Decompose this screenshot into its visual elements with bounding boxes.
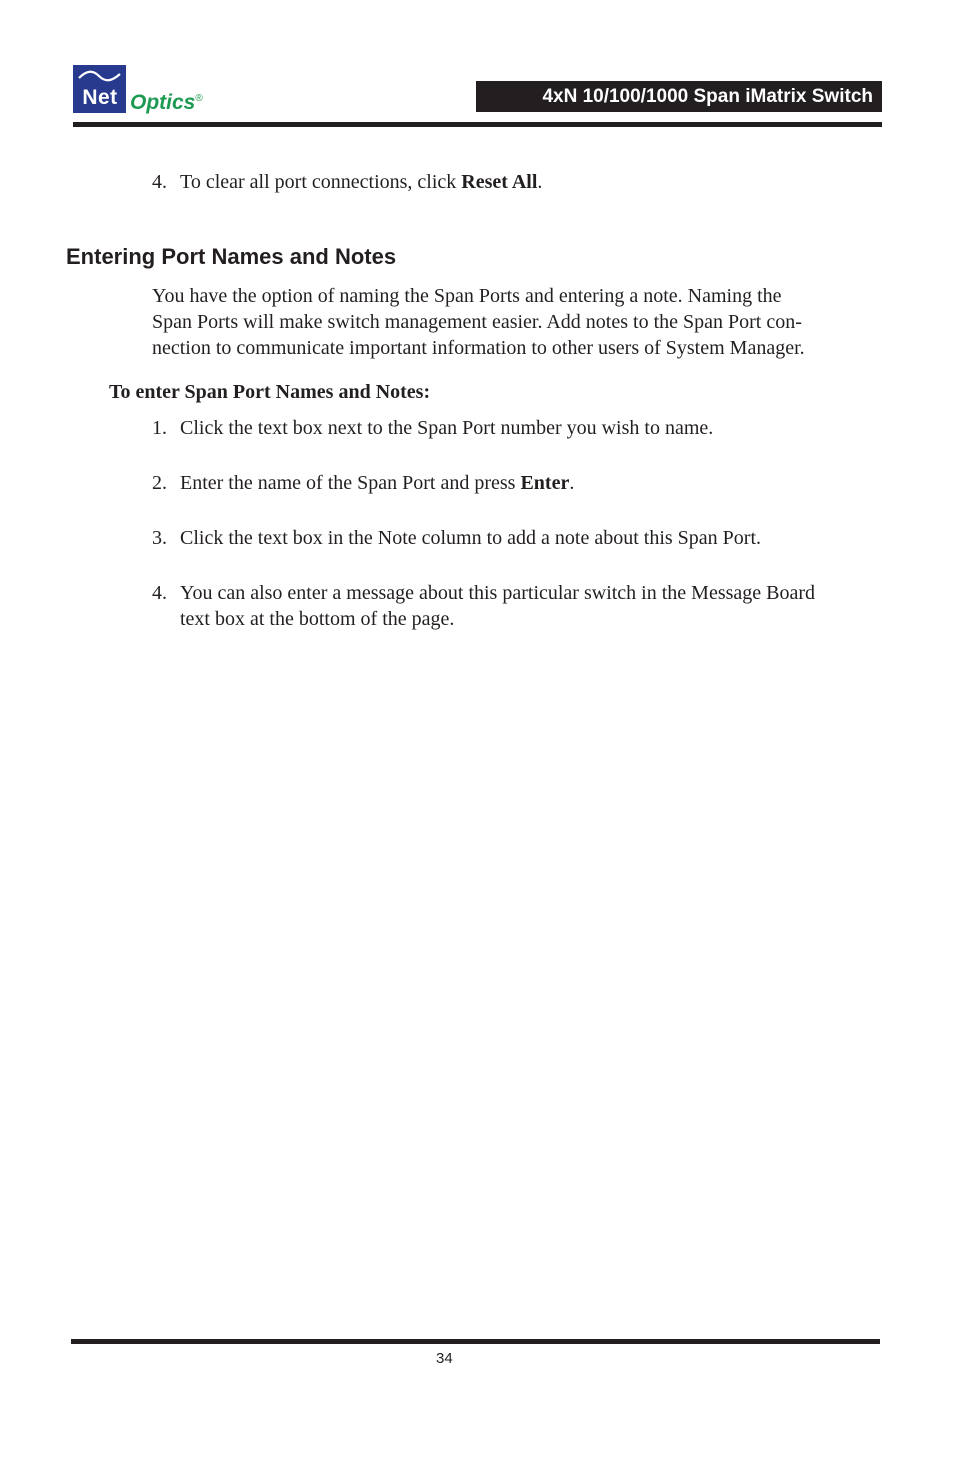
registered-mark: ® <box>195 93 203 104</box>
paragraph-line: You have the option of naming the Span Ports and entering a note. Naming the <box>152 285 782 307</box>
step-number: 1. <box>152 417 167 439</box>
step-number: 4. <box>152 171 167 193</box>
enter-key-label: Enter <box>520 472 570 494</box>
step-text: To clear all port connections, click Reset All. <box>180 171 543 193</box>
procedure-subheading: To enter Span Port Names and Notes: <box>109 381 431 403</box>
step-number: 4. <box>152 582 167 604</box>
step-text: You can also enter a message about this particular switch in the Message Board text box at the bottom of the page. <box>180 582 816 630</box>
document-title: 4xN 10/100/1000 Span iMatrix Switch <box>476 81 882 112</box>
step-text: Click the text box in the Note column to add a note about this Span Port. <box>180 527 762 549</box>
step-text: Enter the name of the Span Port and press Enter. <box>180 472 575 494</box>
step-number: 2. <box>152 472 167 494</box>
reset-all-label: Reset All <box>461 171 538 193</box>
section-heading: Entering Port Names and Notes <box>66 244 397 269</box>
paragraph-line: nection to communicate important information to other users of System Manager. <box>152 337 805 359</box>
logo-badge <box>73 65 126 113</box>
section-paragraph <box>152 283 867 361</box>
net-optics-logo <box>73 65 233 113</box>
step-number: 3. <box>152 527 167 549</box>
logo-net-text: Net <box>82 86 118 109</box>
footer-divider <box>71 1339 880 1344</box>
paragraph-line: Span Ports will make switch management easier. Add notes to the Span Port con- <box>152 311 802 333</box>
header-divider <box>73 122 882 127</box>
wave-icon <box>77 69 122 83</box>
logo-optics-text: Optics® <box>130 91 203 114</box>
step-text: Click the text box next to the Span Port number you wish to name. <box>180 417 714 439</box>
